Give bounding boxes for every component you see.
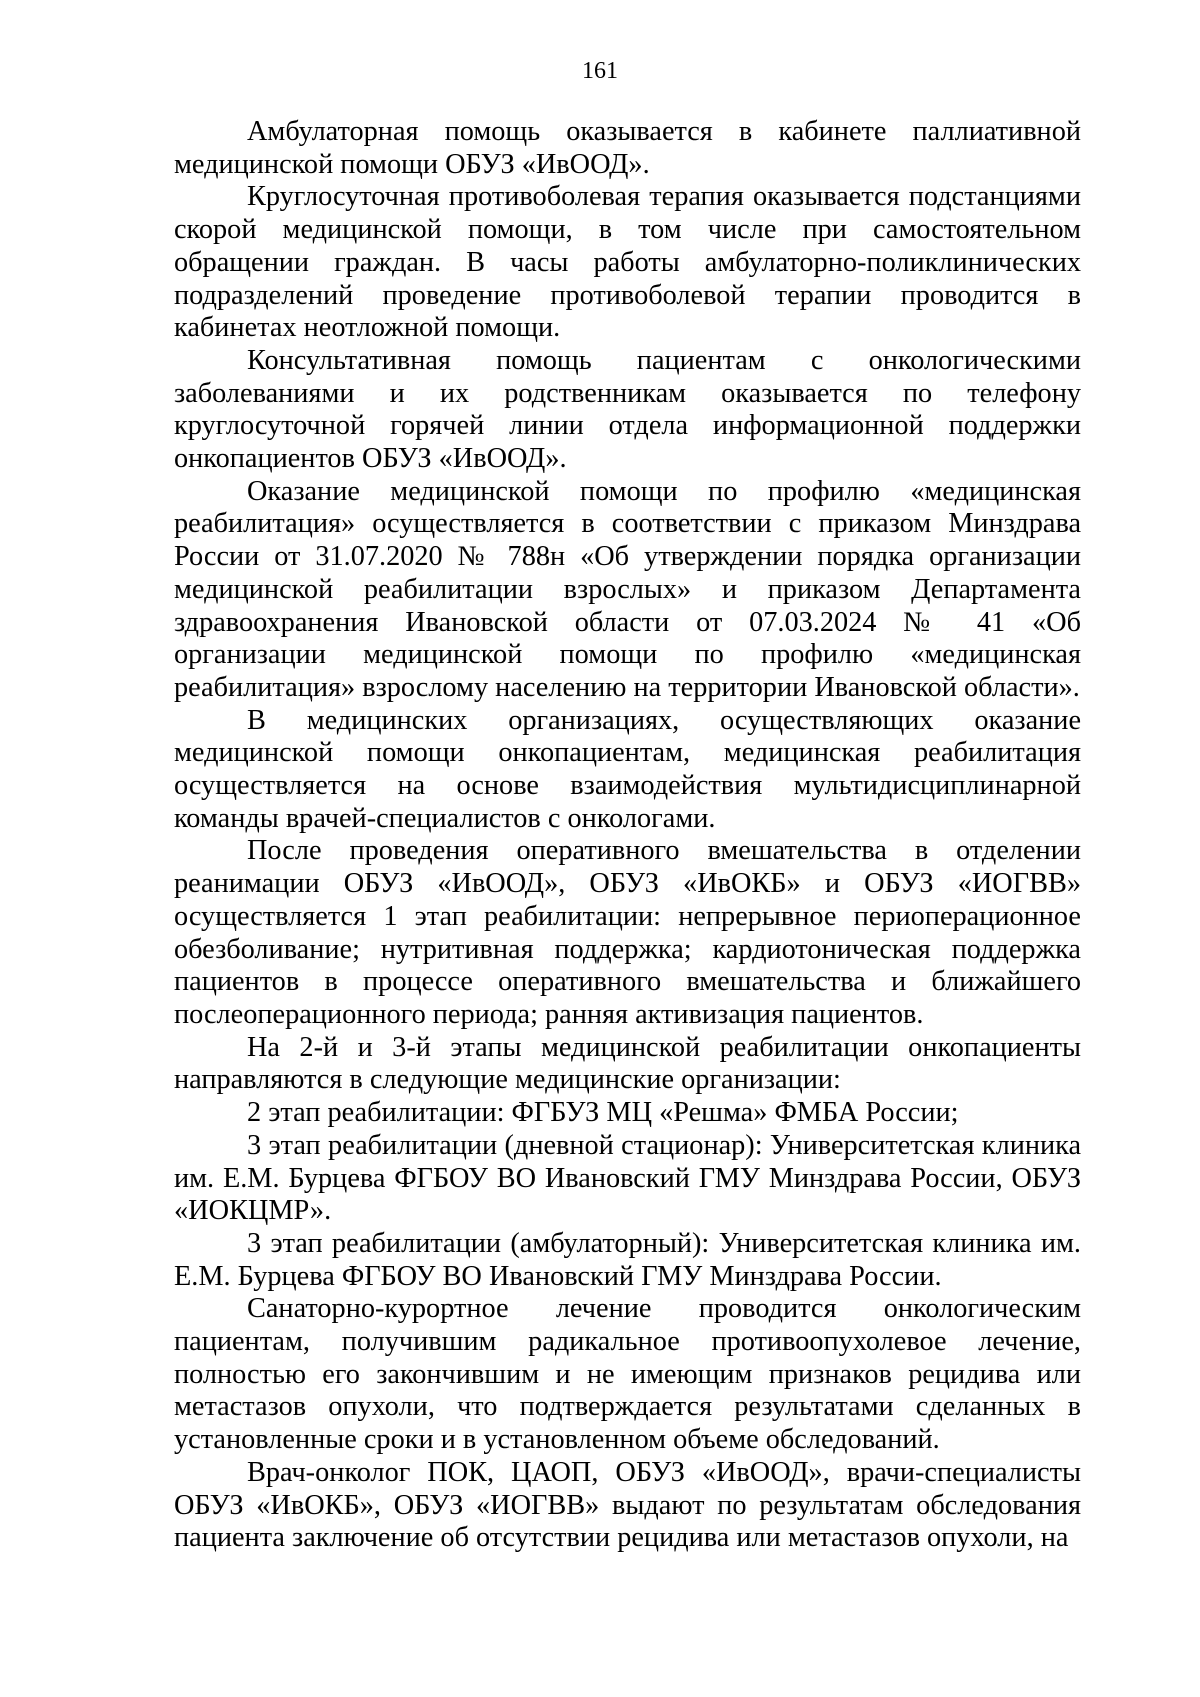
paragraph-sanatorium-treatment: Санаторно-курортное лечение проводится онкологическим пациентам, получившим радикальное противоопухолевое лечение, полностью его закончившим и не имеющим признаков рецидива или метастазов опухоли, что подтверждается результатами сделанных в установленные сроки и в установленном объеме обследований. (174, 1293, 1081, 1456)
paragraph-stage-3-outpatient: 3 этап реабилитации (амбулаторный): Университетская клиника им. Е.М. Бурцева ФГБОУ ВО Ивановский ГМУ Минздрава России. (174, 1227, 1081, 1292)
paragraph-stage-1: После проведения оперативного вмешательства в отделении реанимации ОБУЗ «ИвООД», ОБУЗ «ИвОКБ» и ОБУЗ «ИОГВВ» осуществляется 1 этап реабилитации: непрерывное периоперационное обезболивание; нутритивная поддержка; кардиотоническая поддержка пациентов в процессе оперативного вмешательства и ближайшего послеоперационного периода; ранняя активизация пациентов. (174, 835, 1081, 1030)
page-number: 161 (582, 58, 618, 84)
paragraph-stage-2: 2 этап реабилитации: ФГБУЗ МЦ «Решма» ФМБА России; (247, 1097, 959, 1129)
paragraph-pain-therapy: Круглосуточная противоболевая терапия оказывается подстанциями скорой медицинской помощи, в том числе при самостоятельном обращении граждан. В часы работы амбулаторно-поликлинических подразделений проведение противоболевой терапии проводится в кабинетах неотложной помощи. (174, 181, 1081, 344)
paragraph-multidisciplinary-team: В медицинских организациях, осуществляющих оказание медицинской помощи онкопациентам, медицинская реабилитация осуществляется на основе взаимодействия мультидисциплинарной команды врачей-специалистов с онкологами. (174, 704, 1081, 834)
paragraph-oncologist-conclusion: Врач-онколог ПОК, ЦАОП, ОБУЗ «ИвООД», врачи-специалисты ОБУЗ «ИвОКБ», ОБУЗ «ИОГВВ» выдают по результатам обследования пациента заключение об отсутствии рецидива или метастазов опухоли, на (174, 1456, 1081, 1554)
paragraph-ambulatory-care: Амбулаторная помощь оказывается в кабинете паллиативной медицинской помощи ОБУЗ «ИвООД». (174, 116, 1081, 180)
body-text (174, 116, 1081, 1555)
paragraph-stage-3-day-hospital: 3 этап реабилитации (дневной стационар): Университетская клиника им. Е.М. Бурцева ФГБОУ ВО Ивановский ГМУ Минздрава России, ОБУЗ «ИОКЦМР». (174, 1129, 1081, 1227)
paragraph-stages-2-3-intro: На 2-й и 3-й этапы медицинской реабилитации онкопациенты направляются в следующие медицинские организации: (174, 1031, 1081, 1096)
paragraph-rehabilitation-orders: Оказание медицинской помощи по профилю «медицинская реабилитация» осуществляется в соответствии с приказом Минздрава России от 31.07.2020 № 788н «Об утверждении порядка организации медицинской реабилитации взрослых» и приказом Департамента здравоохранения Ивановской области от 07.03.2024 № 41 «Об организации медицинской помощи по профилю «медицинская реабилитация» взрослому населению на территории Ивановской области». (174, 475, 1081, 703)
paragraph-consultation-hotline: Консультативная помощь пациентам с онкологическими заболеваниями и их родственникам оказывается по телефону круглосуточной горячей линии отдела информационной поддержки онкопациентов ОБУЗ «ИвООД». (174, 344, 1081, 475)
